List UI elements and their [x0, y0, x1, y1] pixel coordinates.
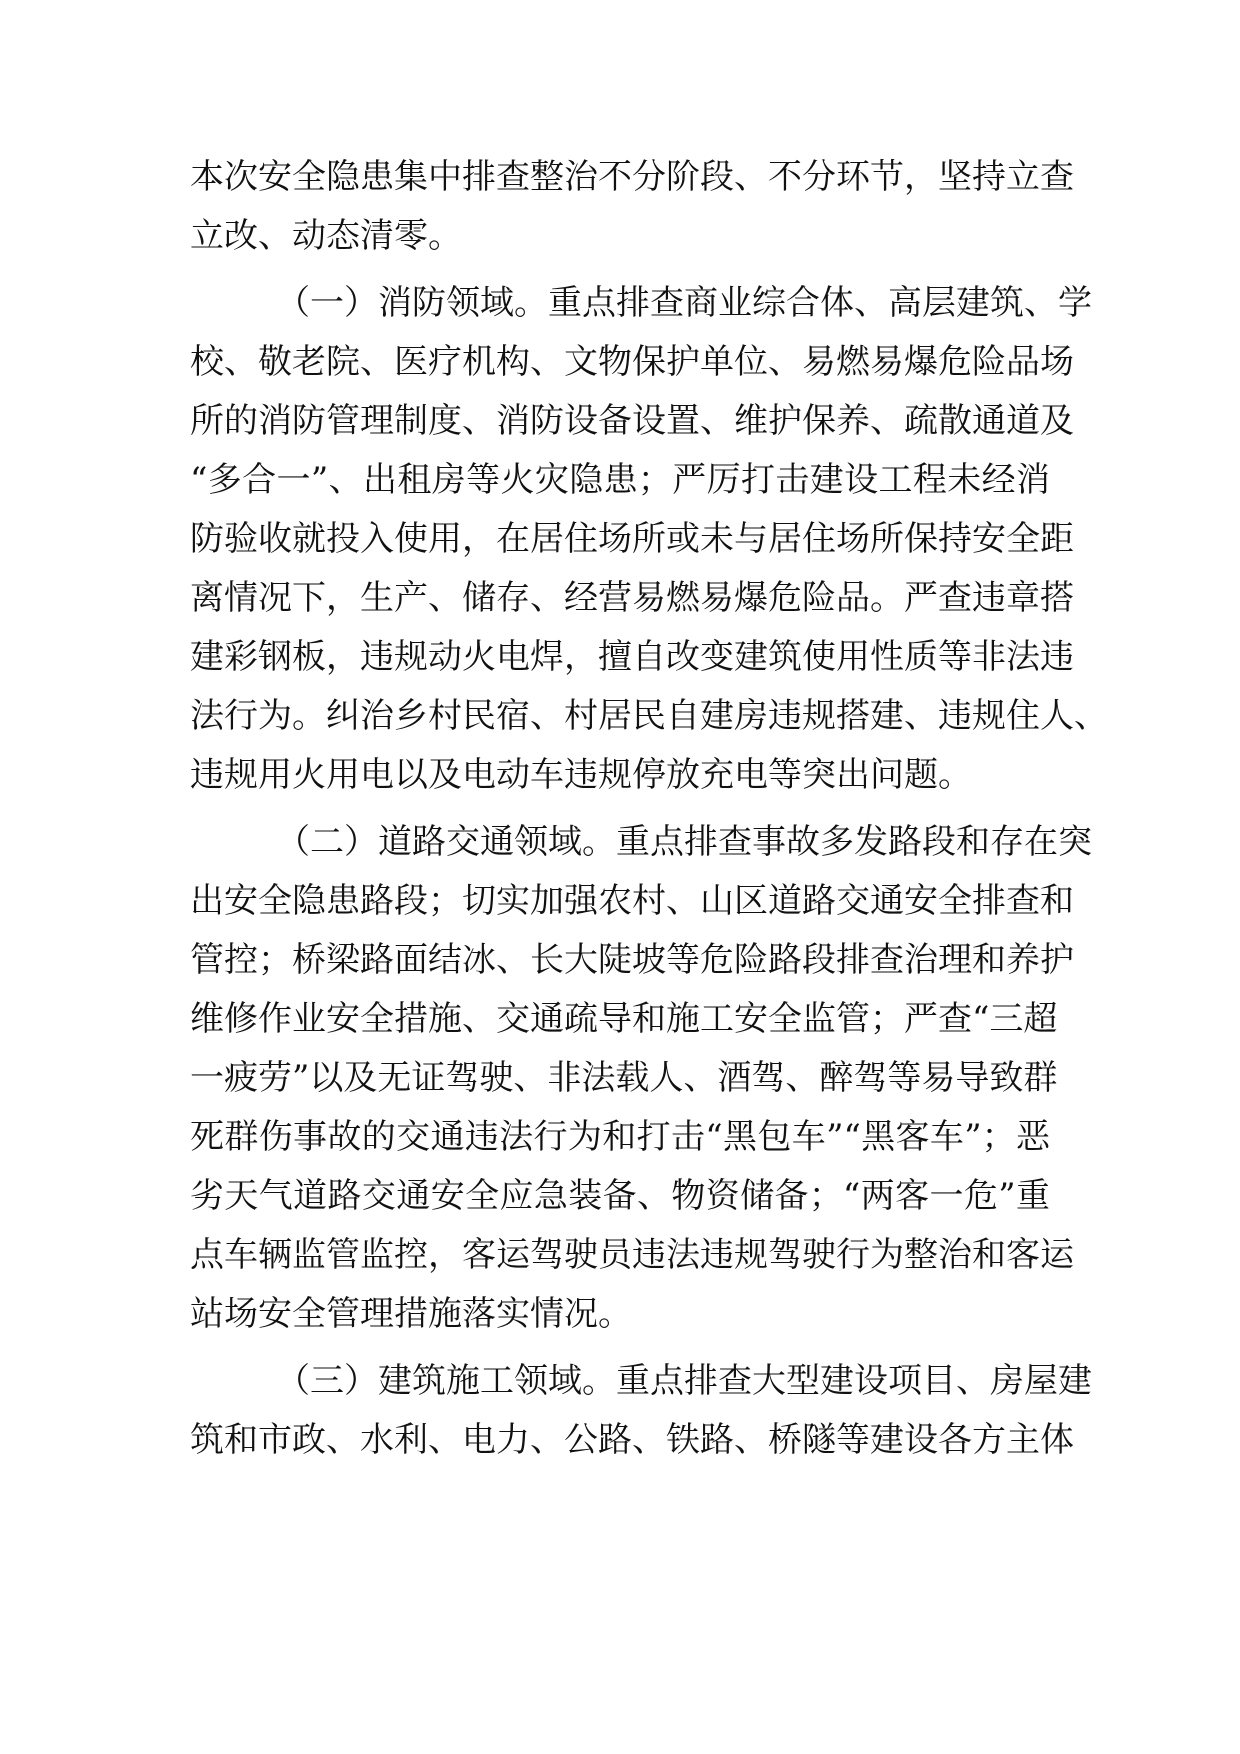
paragraph-road-traffic — [190, 813, 1092, 1344]
paragraph-fire-safety — [190, 274, 1108, 805]
text-line: 立改、动态清零。 — [190, 216, 462, 256]
text-line: 建彩钢板，违规动火电焊，擅自改变建筑使用性质等非法违 — [190, 637, 1074, 677]
text-line: 防验收就投入使用，在居住场所或未与居住场所保持安全距 — [190, 519, 1074, 559]
text-line: “多合一”、出租房等火灾隐患；严厉打击建设工程未经消 — [190, 460, 1050, 500]
text-line: 筑和市政、水利、电力、公路、铁路、桥隧等建设各方主体 — [190, 1420, 1074, 1460]
text-line: 站场安全管理措施落实情况。 — [190, 1294, 632, 1334]
text-line: 本次安全隐患集中排查整治不分阶段、不分环节，坚持立查 — [190, 157, 1074, 197]
text-line: （二）道路交通领域。重点排查事故多发路段和存在突 — [276, 822, 1092, 862]
text-line: 违规用火用电以及电动车违规停放充电等突出问题。 — [190, 755, 972, 795]
paragraph-intro-continuation — [190, 148, 1074, 266]
text-line: 法行为。纠治乡村民宿、村居民自建房违规搭建、违规住人、 — [190, 696, 1108, 736]
text-line: 校、敬老院、医疗机构、文物保护单位、易燃易爆危险品场 — [190, 342, 1074, 382]
text-line: 一疲劳”以及无证驾驶、非法载人、酒驾、醉驾等易导致群 — [190, 1058, 1058, 1098]
text-line: 点车辆监管监控，客运驾驶员违法违规驾驶行为整治和客运 — [190, 1235, 1074, 1275]
body-text — [190, 148, 1108, 1470]
text-line: 劣天气道路交通安全应急装备、物资储备；“两客一危”重 — [190, 1176, 1050, 1216]
text-line: 死群伤事故的交通违法行为和打击“黑包车”“黑客车”；恶 — [190, 1117, 1050, 1157]
text-line: 所的消防管理制度、消防设备设置、维护保养、疏散通道及 — [190, 401, 1074, 441]
paragraph-construction — [190, 1352, 1092, 1470]
text-line: 出安全隐患路段；切实加强农村、山区道路交通安全排查和 — [190, 881, 1074, 921]
text-line: 离情况下，生产、储存、经营易燃易爆危险品。严查违章搭 — [190, 578, 1074, 618]
text-line: （三）建筑施工领域。重点排查大型建设项目、房屋建 — [276, 1361, 1092, 1401]
text-line: （一）消防领域。重点排查商业综合体、高层建筑、学 — [276, 283, 1092, 323]
text-line: 维修作业安全措施、交通疏导和施工安全监管；严查“三超 — [190, 999, 1058, 1039]
text-line: 管控；桥梁路面结冰、长大陡坡等危险路段排查治理和养护 — [190, 940, 1074, 980]
